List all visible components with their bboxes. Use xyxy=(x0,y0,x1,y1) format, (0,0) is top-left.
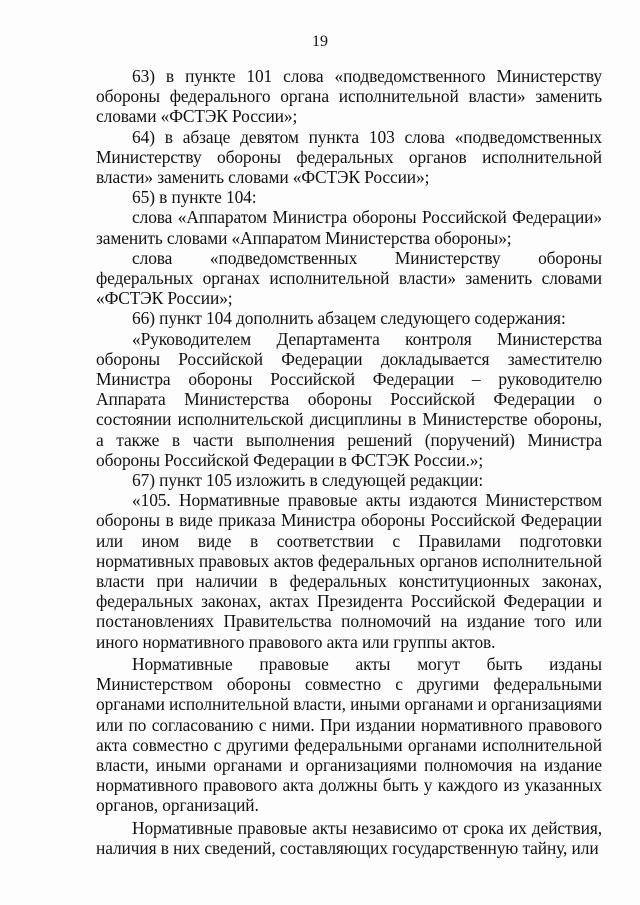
paragraph-65: 65) в пункте 104: xyxy=(132,187,257,208)
paragraph-64: 64) в абзаце девятом пункта 103 слова «подведомственных Министерству обороны федеральных органов исполнительной власти» заменить словами «ФСТЭК России»; xyxy=(96,126,602,188)
paragraph-105-part-3: Нормативные правовые акты независимо от срока их действия, наличия в них сведений, составляющих государственную тайну, или xyxy=(96,817,602,858)
page-number: 19 xyxy=(312,33,328,50)
paragraph-105-part-1: «105. Нормативные правовые акты издаются Министерством обороны в виде приказа Министра обороны Российской Федерации или ином виде в соответствии с Правилами подготовки нормативных правовых актов федеральных органов исполнительной власти при наличии в федеральных конституционных законах, федеральных законах, актах Президента Российской Федерации и постановлениях Правительства полномочий на издание того или иного нормативного правового акта или группы актов. xyxy=(96,490,602,652)
paragraph-65-item-2: слова «подведомственных Министерству обороны федеральных органах исполнительной власти» заменить словами «ФСТЭК России»; xyxy=(96,247,602,309)
paragraph-66-quote: «Руководителем Департамента контроля Министерства обороны Российской Федерации докладывается заместителю Министра обороны Российской Федерации – руководителю Аппарата Министерства обороны Российской Федерации о состоянии исполнительской дисциплины в Министерстве обороны, а также в части выполнения решений (поручений) Министра обороны Российской Федерации в ФСТЭК России.»; xyxy=(96,328,602,470)
document-body xyxy=(96,66,602,858)
paragraph-66: 66) пункт 104 дополнить абзацем следующего содержания: xyxy=(132,308,566,329)
paragraph-67: 67) пункт 105 изложить в следующей редакции: xyxy=(132,470,484,491)
paragraph-105-part-2: Нормативные правовые акты могут быть изданы Министерством обороны совместно с другими федеральными органами исполнительной власти, иными органами и организациями или по согласованию с ними. При издании нормативного правового акта совместно с другими федеральными органами исполнительной власти, иными органами и организациями полномочия на издание нормативного правового акта должны быть у каждого из указанных органов, организаций. xyxy=(96,653,603,816)
paragraph-65-item-1: слова «Аппаратом Министра обороны Российской Федерации» заменить словами «Аппаратом Министерства обороны»; xyxy=(96,207,602,248)
paragraph-63: 63) в пункте 101 слова «подведомственного Министерству обороны федерального органа исполнительной власти» заменить словами «ФСТЭК России»; xyxy=(96,66,602,127)
